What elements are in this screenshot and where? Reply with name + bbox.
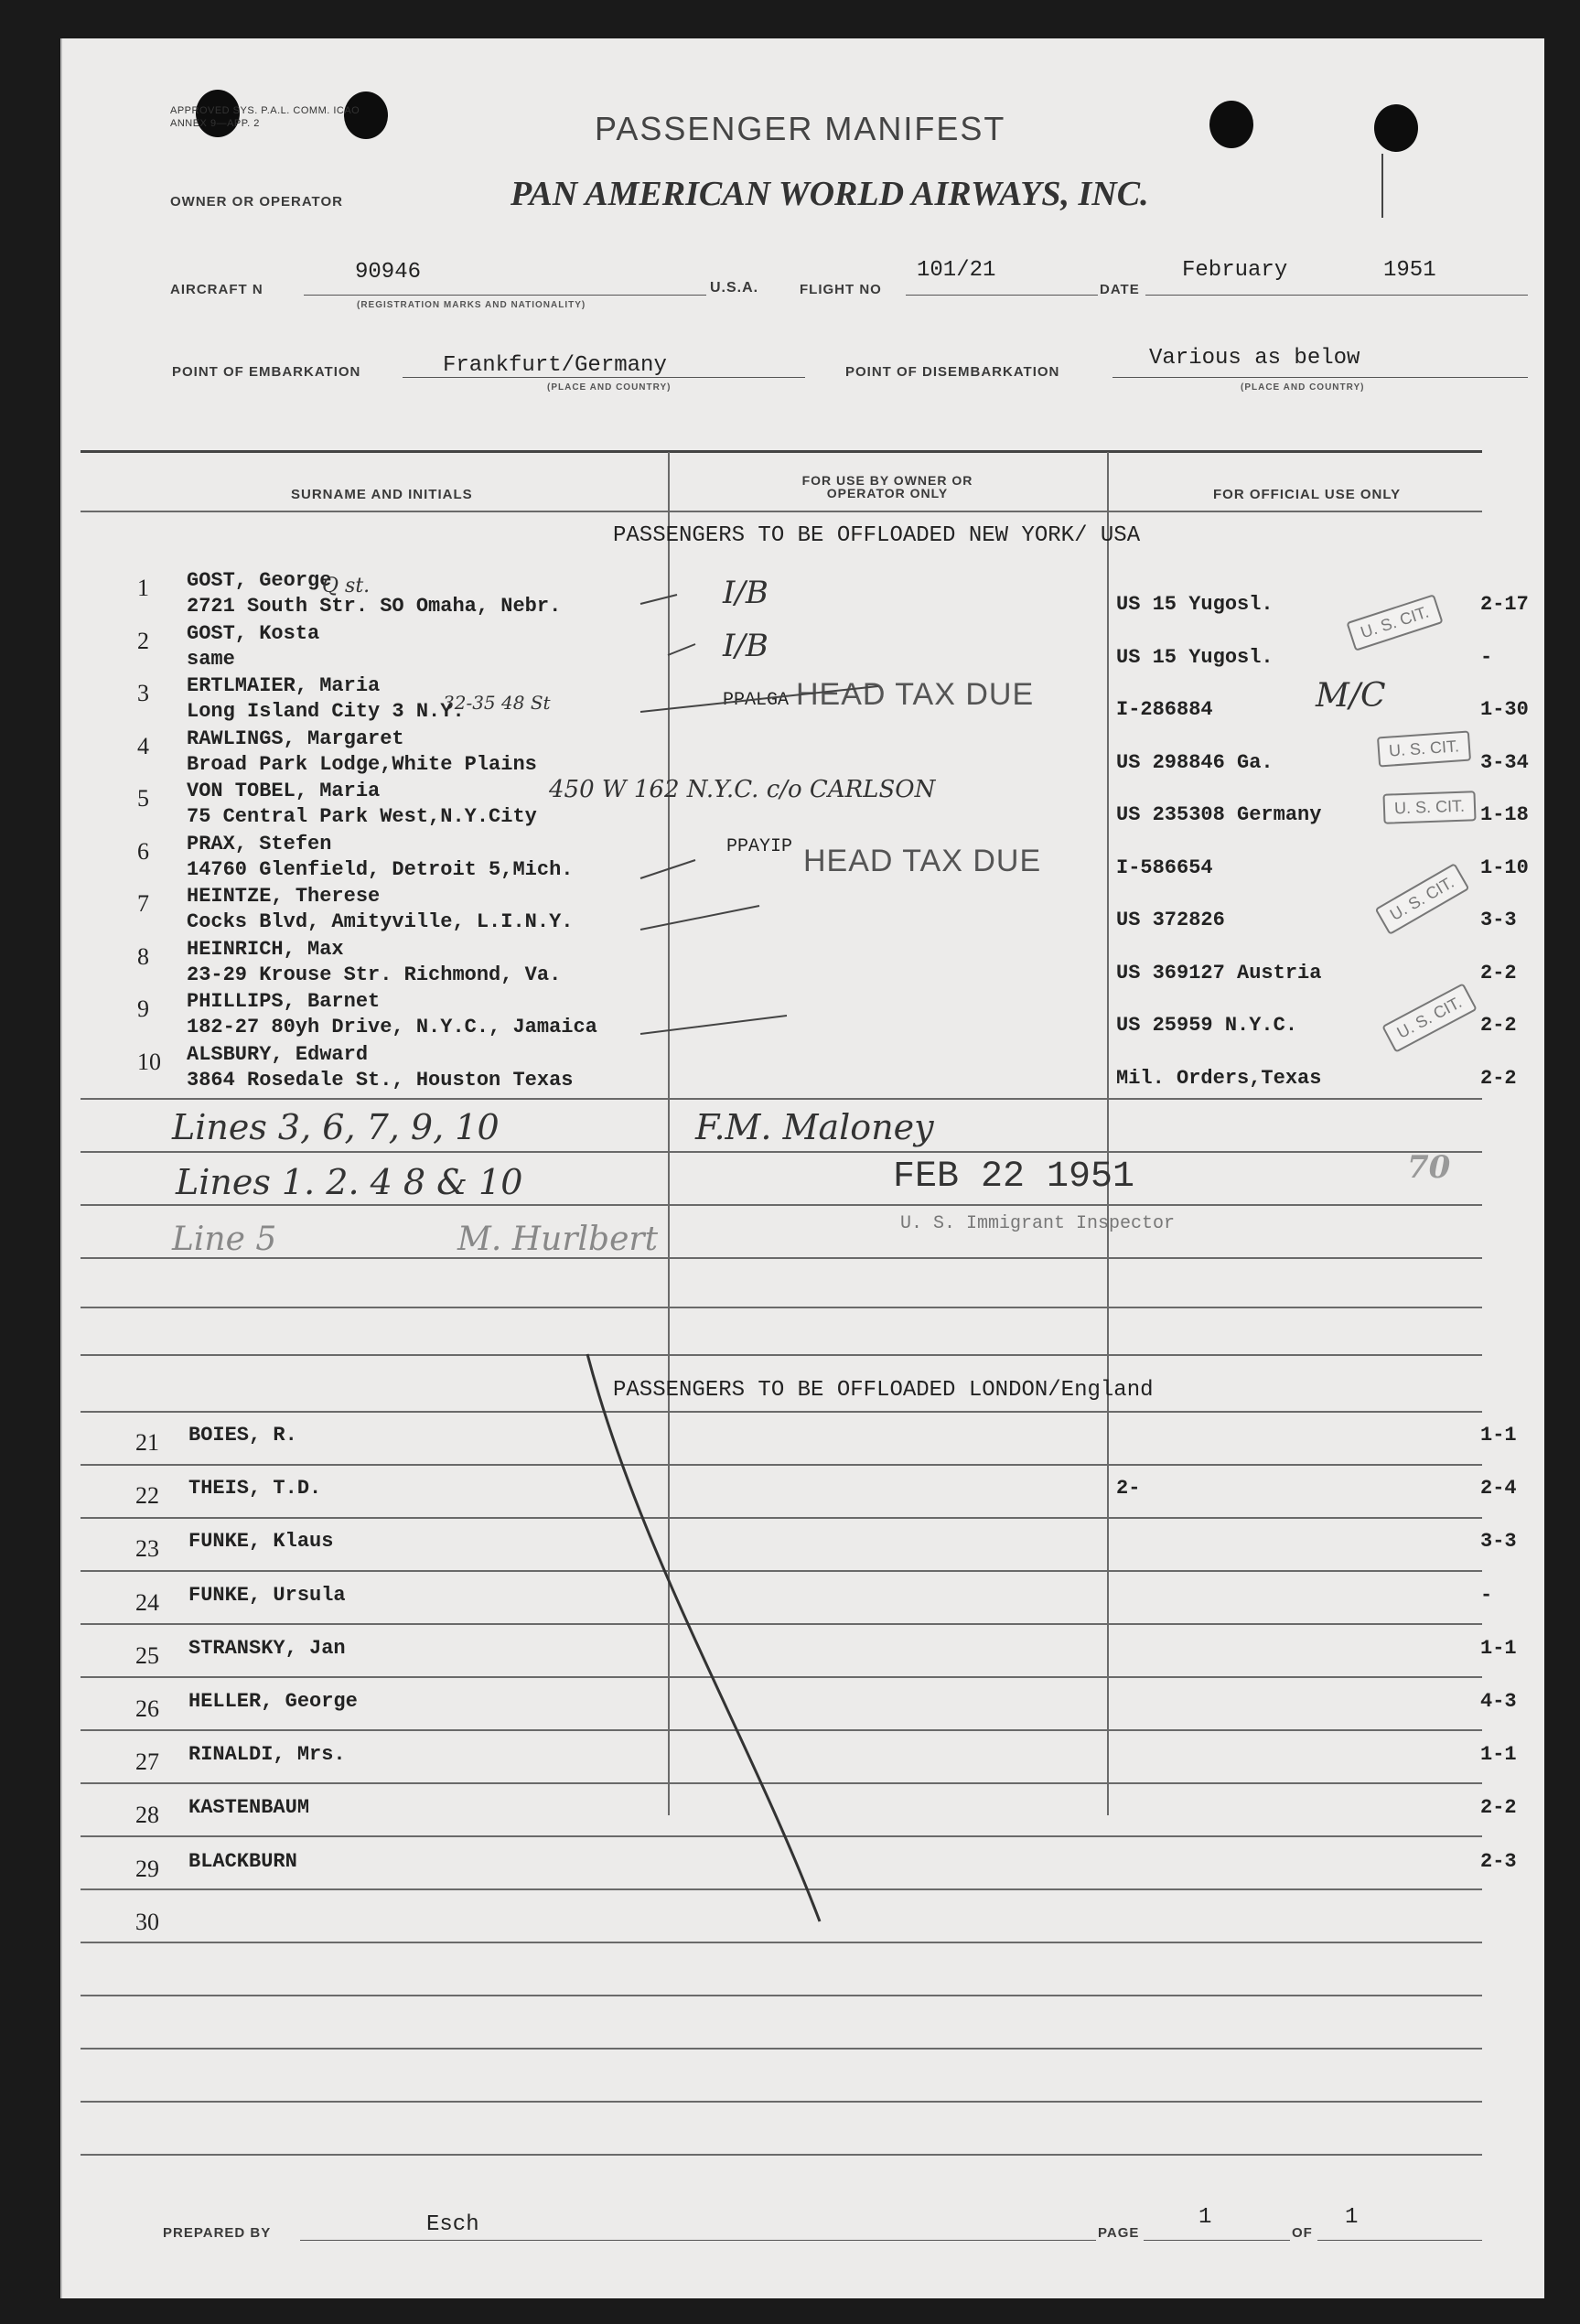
passenger-name: BOIES, R. (188, 1424, 297, 1447)
approval-text: APPROVED SYS. P.A.L. COMM. ICAO ANNEX 9—APP. 2 (170, 105, 360, 129)
usa-label: U.S.A. (710, 280, 759, 296)
passenger-name: HELLER, George (188, 1690, 358, 1713)
page-label: PAGE (1098, 2225, 1140, 2241)
row-number: 9 (137, 995, 149, 1022)
row-number: 25 (135, 1641, 159, 1669)
passenger-name: GOST, George (187, 569, 332, 592)
page-number: 1 (1198, 2205, 1212, 2230)
row-code: 1-10 (1480, 855, 1529, 879)
row-code: 2-4 (1480, 1477, 1517, 1501)
owner-name: PAN AMERICAN WORLD AIRWAYS, INC. (511, 175, 1149, 213)
official-use-entry: I-286884 (1116, 698, 1213, 721)
date-year: 1951 (1383, 258, 1436, 283)
row-code: 1-1 (1480, 1424, 1517, 1447)
of-label: OF (1292, 2225, 1313, 2241)
flight-label: FLIGHT NO (800, 282, 882, 297)
row-code: 2-17 (1480, 593, 1529, 616)
official-use-entry: US 25959 N.Y.C. (1116, 1014, 1298, 1037)
disembarkation-label: POINT OF DISEMBARKATION (845, 364, 1060, 380)
passenger-address: 23-29 Krouse Str. Richmond, Va. (187, 963, 562, 986)
row-number: 26 (135, 1695, 159, 1722)
ppalga-code: PPALGA (723, 690, 790, 711)
row-code: 4-3 (1480, 1690, 1517, 1713)
handwritten-lines-note: Line 5 (172, 1221, 277, 1258)
row-number: 24 (135, 1588, 159, 1616)
passenger-name: FUNKE, Ursula (188, 1583, 346, 1607)
us-citizen-stamp: U. S. CIT. (1346, 594, 1443, 651)
official-use-entry: US 372826 (1116, 909, 1225, 931)
row-code: 1-1 (1480, 1636, 1517, 1660)
row-code: 2-3 (1480, 1849, 1517, 1873)
passenger-name: HEINTZE, Therese (187, 885, 381, 908)
row-number: 7 (137, 890, 149, 917)
page-total: 1 (1345, 2205, 1359, 2230)
row-code: 2-2 (1480, 1796, 1517, 1820)
handwritten-ib: I/B (723, 575, 769, 611)
passenger-name: ERTLMAIER, Maria (187, 674, 381, 697)
passenger-name: RINALDI, Mrs. (188, 1743, 346, 1767)
inspector-signature: M. Hurlbert (457, 1221, 659, 1258)
aircraft-label: AIRCRAFT N (170, 282, 263, 297)
ppayip-code: PPAYIP (726, 836, 793, 857)
handwritten-address: 450 W 162 N.Y.C. c/o CARLSON (549, 776, 936, 803)
disembarkation-place: Various as below (1149, 346, 1360, 371)
row-code: - (1480, 645, 1493, 669)
row-number: 10 (137, 1048, 161, 1075)
row-number: 3 (137, 680, 149, 706)
col-surname-header: SURNAME AND INITIALS (291, 487, 473, 502)
passenger-address: same (187, 647, 235, 671)
us-citizen-stamp: U. S. CIT. (1381, 983, 1478, 1053)
owner-label: OWNER OR OPERATOR (170, 194, 343, 210)
row-number: 4 (137, 732, 149, 759)
row-code: 3-3 (1480, 1530, 1517, 1554)
col-owner-header: FOR USE BY OWNER OR OPERATOR ONLY (801, 473, 973, 500)
row-number: 29 (135, 1855, 159, 1882)
us-citizen-stamp: U. S. CIT. (1377, 731, 1471, 768)
passenger-address: Cocks Blvd, Amityville, L.I.N.Y. (187, 910, 574, 933)
passenger-name: THEIS, T.D. (188, 1477, 322, 1501)
passenger-name: FUNKE, Klaus (188, 1530, 334, 1554)
passenger-name: STRANSKY, Jan (188, 1636, 346, 1660)
passenger-name: HEINRICH, Max (187, 937, 344, 961)
row-number: 21 (135, 1429, 159, 1456)
row-number: 1 (137, 575, 149, 601)
row-code: 2-2 (1480, 1014, 1517, 1037)
embarkation-place: Frankfurt/Germany (443, 353, 667, 378)
official-use-entry: US 15 Yugosl. (1116, 593, 1274, 616)
official-use-entry: Mil. Orders,Texas (1116, 1066, 1322, 1090)
row-number: 22 (135, 1482, 159, 1510)
flight-number: 101/21 (917, 258, 996, 283)
row-number: 23 (135, 1535, 159, 1563)
official-use-entry: US 15 Yugosl. (1116, 645, 1274, 669)
passenger-name: RAWLINGS, Margaret (187, 726, 404, 750)
passenger-address: 182-27 80yh Drive, N.Y.C., Jamaica (187, 1016, 597, 1038)
row-code: 1-18 (1480, 803, 1529, 826)
row-code: 3-34 (1480, 750, 1529, 774)
handwritten-q-st: Q st. (322, 575, 371, 597)
official-use-entry: US 298846 Ga. (1116, 750, 1274, 774)
section-ny-heading: PASSENGERS TO BE OFFLOADED NEW YORK/ USA (613, 523, 1141, 548)
aircraft-number: 90946 (355, 260, 422, 285)
prepared-label: PREPARED BY (163, 2225, 272, 2241)
row-code: 1-1 (1480, 1743, 1517, 1767)
date-label: DATE (1100, 282, 1140, 297)
official-use-entry: I-586654 (1116, 855, 1213, 879)
date-month: February (1182, 258, 1288, 283)
handwritten-address: 32-35 48 St (443, 692, 551, 714)
passenger-name: PHILLIPS, Barnet (187, 990, 381, 1013)
passenger-name: ALSBURY, Edward (187, 1042, 369, 1066)
row-code: 3-3 (1480, 909, 1517, 931)
passenger-name: VON TOBEL, Maria (187, 780, 381, 802)
passenger-address: 2721 South Str. SO Omaha, Nebr. (187, 595, 562, 618)
row-number: 28 (135, 1802, 159, 1829)
row-number: 27 (135, 1748, 159, 1776)
count-note: 70 (1407, 1149, 1451, 1186)
row-number: 8 (137, 942, 149, 970)
row-code: - (1480, 1583, 1493, 1607)
official-use-entry: US 369127 Austria (1116, 961, 1322, 984)
passenger-name: PRAX, Stefen (187, 832, 332, 855)
official-use-entry: US 235308 Germany (1116, 803, 1322, 826)
us-citizen-stamp: U. S. CIT. (1375, 863, 1470, 935)
passenger-address: 75 Central Park West,N.Y.City (187, 805, 537, 828)
embarkation-caption: (PLACE AND COUNTRY) (547, 382, 672, 393)
prepared-by: Esch (426, 2212, 479, 2237)
passenger-address: Broad Park Lodge,White Plains (187, 752, 537, 776)
inspector-signature: F.M. Maloney (695, 1107, 934, 1147)
row-code: 2-2 (1480, 1066, 1517, 1090)
row-number: 2 (137, 627, 149, 654)
handwritten-ib: I/B (723, 628, 769, 664)
inspector-stamp: U. S. Immigrant Inspector (900, 1213, 1176, 1234)
col-official-header: FOR OFFICIAL USE ONLY (1213, 487, 1402, 502)
us-citizen-stamp: U. S. CIT. (1382, 791, 1476, 824)
passenger-address: 14760 Glenfield, Detroit 5,Mich. (187, 857, 574, 881)
passenger-name: GOST, Kosta (187, 621, 320, 645)
embarkation-label: POINT OF EMBARKATION (172, 364, 361, 380)
section-london-heading: PASSENGERS TO BE OFFLOADED LONDON/England (613, 1378, 1154, 1403)
date-stamp: FEB 22 1951 (893, 1157, 1135, 1198)
passenger-address: Long Island City 3 N.Y. (187, 700, 465, 723)
handwritten-lines-note: Lines 1. 2. 4 8 & 10 (176, 1162, 523, 1202)
row-number: 5 (137, 785, 149, 812)
row-code: 2-2 (1480, 961, 1517, 984)
row-code: 1-30 (1480, 698, 1529, 721)
official-use-entry: 2- (1116, 1477, 1141, 1501)
page-title: PASSENGER MANIFEST (595, 110, 1006, 147)
aircraft-caption: (REGISTRATION MARKS AND NATIONALITY) (357, 300, 586, 310)
disembarkation-caption: (PLACE AND COUNTRY) (1241, 382, 1365, 393)
handwritten-mc: M/C (1316, 677, 1386, 715)
head-tax-stamp: HEAD TAX DUE (803, 844, 1042, 878)
head-tax-stamp: HEAD TAX DUE (796, 677, 1035, 712)
passenger-name: KASTENBAUM (188, 1796, 310, 1820)
row-number: 30 (135, 1908, 159, 1935)
handwritten-lines-note: Lines 3, 6, 7, 9, 10 (172, 1107, 500, 1147)
passenger-address: 3864 Rosedale St., Houston Texas (187, 1068, 574, 1092)
row-number: 6 (137, 837, 149, 865)
passenger-name: BLACKBURN (188, 1849, 297, 1873)
